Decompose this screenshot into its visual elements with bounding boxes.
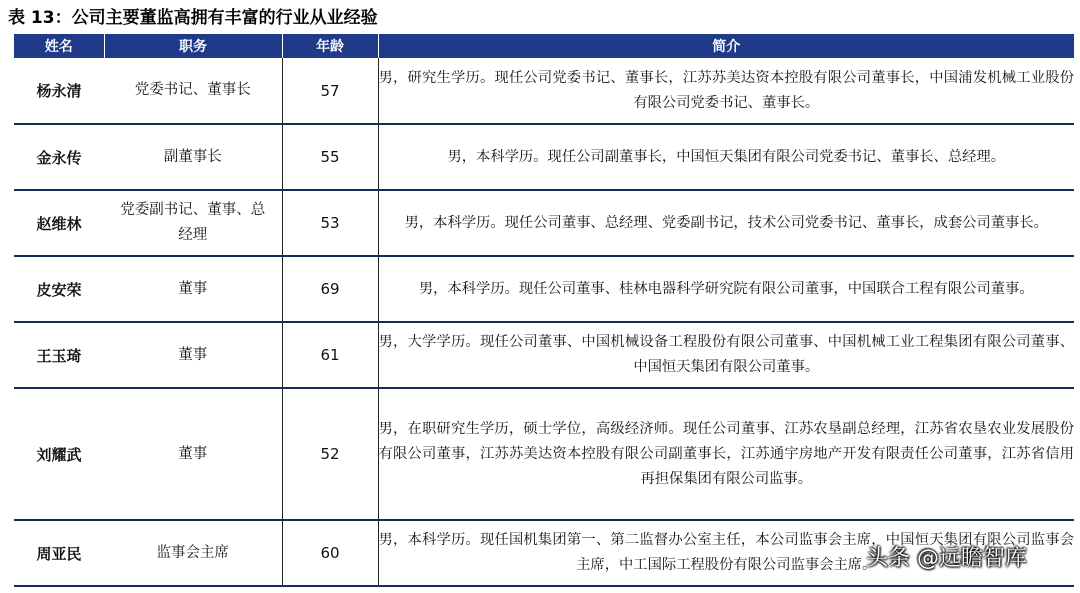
executive-table <box>14 34 1074 587</box>
cell-name: 皮安荣 <box>14 256 104 322</box>
cell-position: 副董事长 <box>104 124 282 190</box>
table-row <box>14 58 1074 124</box>
header-name: 姓名 <box>14 34 104 58</box>
table-row <box>14 322 1074 388</box>
cell-age: 53 <box>282 190 378 256</box>
cell-name: 刘耀武 <box>14 388 104 520</box>
table-header-row <box>14 34 1074 58</box>
cell-bio: 男，本科学历。现任公司副董事长，中国恒天集团有限公司党委书记、董事长、总经理。 <box>378 124 1074 190</box>
cell-bio: 男，在职研究生学历，硕士学位，高级经济师。现任公司董事、江苏农垦副总经理，江苏省农垦农业发展股份有限公司董事，江苏苏美达资本控股有限公司副董事长，江苏通宇房地产开发有限责任公司董事，江苏省信用再担保集团有限公司监事。 <box>378 388 1074 520</box>
cell-age: 60 <box>282 520 378 586</box>
table-row <box>14 190 1074 256</box>
cell-position: 党委书记、董事长 <box>104 58 282 124</box>
cell-age: 69 <box>282 256 378 322</box>
cell-bio: 男，研究生学历。现任公司党委书记、董事长，江苏苏美达资本控股有限公司董事长，中国浦发机械工业股份有限公司党委书记、董事长。 <box>378 58 1074 124</box>
cell-bio: 男，本科学历。现任公司董事、桂林电器科学研究院有限公司董事，中国联合工程有限公司董事。 <box>378 256 1074 322</box>
cell-name: 金永传 <box>14 124 104 190</box>
table-row <box>14 256 1074 322</box>
header-age: 年龄 <box>282 34 378 58</box>
cell-age: 61 <box>282 322 378 388</box>
table-title: 表 13：公司主要董监高拥有丰富的行业从业经验 <box>8 8 378 28</box>
cell-position: 董事 <box>104 388 282 520</box>
cell-age: 52 <box>282 388 378 520</box>
cell-position: 监事会主席 <box>104 520 282 586</box>
cell-name: 周亚民 <box>14 520 104 586</box>
watermark-text: 头条 @远瞻智库 <box>866 546 1027 571</box>
cell-bio: 男，大学学历。现任公司董事、中国机械设备工程股份有限公司董事、中国机械工业工程集团有限公司董事、中国恒天集团有限公司董事。 <box>378 322 1074 388</box>
cell-age: 55 <box>282 124 378 190</box>
table-row <box>14 124 1074 190</box>
cell-position: 党委副书记、董事、总经理 <box>104 190 282 256</box>
cell-bio: 男，本科学历。现任国机集团第一、第二监督办公室主任，本公司监事会主席，中国恒天集团有限公司监事会主席，中工国际工程股份有限公司监事会主席。 <box>378 520 1074 586</box>
cell-name: 王玉琦 <box>14 322 104 388</box>
cell-name: 赵维林 <box>14 190 104 256</box>
header-position: 职务 <box>104 34 282 58</box>
cell-position: 董事 <box>104 256 282 322</box>
table-row <box>14 388 1074 520</box>
header-bio: 简介 <box>378 34 1074 58</box>
cell-bio: 男，本科学历。现任公司董事、总经理、党委副书记，技术公司党委书记、董事长，成套公司董事长。 <box>378 190 1074 256</box>
cell-name: 杨永清 <box>14 58 104 124</box>
cell-age: 57 <box>282 58 378 124</box>
cell-position: 董事 <box>104 322 282 388</box>
